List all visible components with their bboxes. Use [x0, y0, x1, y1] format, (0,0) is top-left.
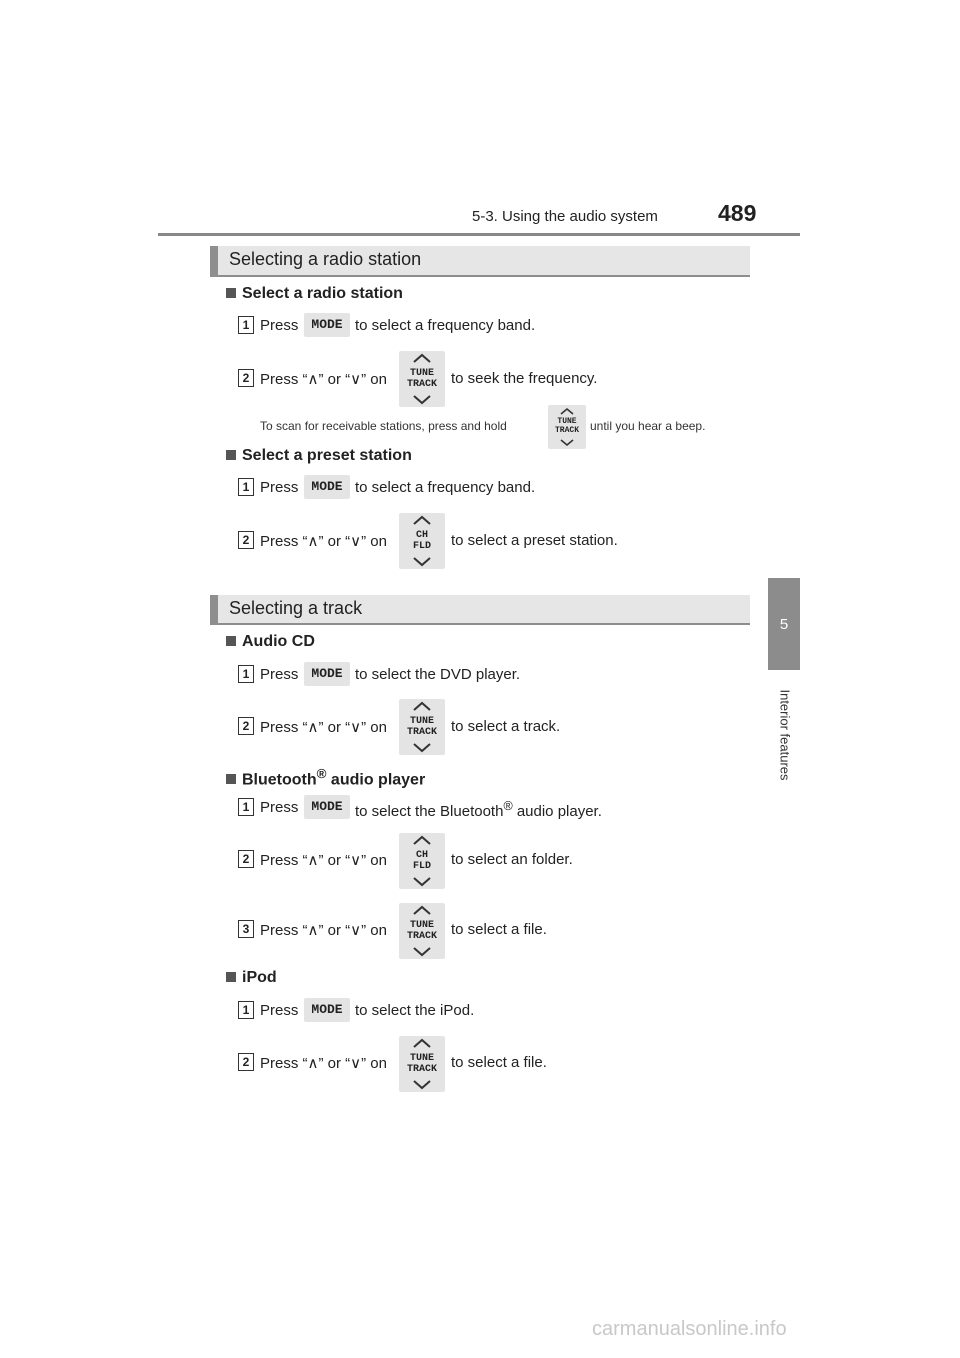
ch-fld-label: CH FLD [412, 530, 431, 552]
chapter-tab[interactable]: 5 [768, 578, 800, 670]
step-text: to seek the frequency. [451, 370, 598, 387]
tune-track-label: TUNE TRACK [406, 368, 437, 390]
subheading-select-preset [226, 447, 412, 465]
step-text: Press “∧” or “∨” on [260, 719, 387, 736]
mode-button-icon: MODE [304, 795, 350, 819]
registered-mark: ® [503, 799, 513, 813]
tune-track-rocker-icon [399, 1036, 445, 1092]
subheading-text: Bluetooth [242, 771, 317, 789]
step-number: 2 [238, 369, 254, 387]
step-number: 2 [238, 1053, 254, 1071]
ch-fld-rocker-icon [399, 513, 445, 569]
subheading-select-radio [226, 285, 403, 303]
step-number: 2 [238, 717, 254, 735]
note-text: until you hear a beep. [590, 419, 706, 433]
step-number: 1 [238, 1001, 254, 1019]
registered-mark: ® [316, 766, 327, 781]
note-text: To scan for receivable stations, press and hold [260, 419, 507, 433]
bullet-square-icon [226, 450, 236, 460]
step-text: to select a frequency band. [355, 317, 536, 334]
watermark: carmanualsonline.info [592, 1318, 787, 1340]
step-text: Press [260, 666, 299, 683]
chevron-up-icon [412, 905, 432, 915]
subheading-text: Audio CD [242, 633, 315, 650]
section-heading-track [210, 595, 750, 625]
step-text: Press [260, 799, 299, 816]
tune-track-label: TUNE TRACK [406, 1053, 437, 1075]
subheading-text: Select a preset station [242, 447, 412, 464]
mode-button-icon: MODE [304, 475, 350, 499]
step-text: to select the iPod. [355, 1002, 475, 1019]
step-text: Press “∧” or “∨” on [260, 922, 387, 939]
bullet-square-icon [226, 636, 236, 646]
step-text: Press “∧” or “∨” on [260, 371, 387, 388]
step-text: Press “∧” or “∨” on [260, 852, 387, 869]
bullet-square-icon [226, 288, 236, 298]
step-number: 2 [238, 850, 254, 868]
mode-button-icon: MODE [304, 998, 350, 1022]
page-number: 489 [718, 200, 757, 226]
chevron-down-icon [412, 947, 432, 957]
step-text: to select an folder. [451, 851, 573, 868]
chevron-up-icon [412, 515, 432, 525]
chevron-down-icon [412, 743, 432, 753]
section-title-track: Selecting a track [229, 598, 363, 618]
tune-track-label: TUNE TRACK [406, 920, 437, 942]
chevron-up-icon [412, 1038, 432, 1048]
step-text: Press “∧” or “∨” on [260, 533, 387, 550]
bullet-square-icon [226, 972, 236, 982]
mode-button-icon: MODE [304, 313, 350, 337]
subheading-ipod [226, 969, 277, 987]
chevron-down-icon [412, 1080, 432, 1090]
step-number: 1 [238, 665, 254, 683]
tune-track-rocker-icon [399, 699, 445, 755]
header-rule [158, 233, 800, 236]
step-text: Press “∧” or “∨” on [260, 1055, 387, 1072]
subheading-audio-cd [226, 633, 315, 651]
step-text: to select a file. [451, 921, 547, 938]
section-title-radio: Selecting a radio station [229, 249, 422, 269]
step-text: to select a track. [451, 718, 561, 735]
tune-track-rocker-icon [548, 405, 586, 449]
chapter-label-text: Interior features [777, 689, 793, 781]
chevron-up-icon [559, 407, 575, 415]
step-text: to select the Bluetooth® audio player. [355, 799, 602, 820]
tune-track-label: TUNE TRACK [554, 417, 579, 435]
step-text: Press [260, 1002, 299, 1019]
step-number: 1 [238, 478, 254, 496]
running-header-section: 5-3. Using the audio system [472, 208, 658, 225]
subheading-text: Select a radio station [242, 285, 403, 302]
mode-button-icon: MODE [304, 662, 350, 686]
step-text: Press [260, 479, 299, 496]
chevron-down-icon [412, 557, 432, 567]
step-text: to select a file. [451, 1054, 547, 1071]
chevron-down-icon [559, 439, 575, 447]
section-rule [210, 275, 750, 277]
step-number: 1 [238, 798, 254, 816]
step-number: 1 [238, 316, 254, 334]
chevron-up-icon [412, 701, 432, 711]
tune-track-rocker-icon [399, 903, 445, 959]
ch-fld-label: CH FLD [412, 850, 431, 872]
step-text: to select a preset station. [451, 532, 618, 549]
step-number: 2 [238, 531, 254, 549]
subheading-bluetooth [226, 766, 425, 789]
subheading-text: audio player [326, 771, 426, 789]
chevron-up-icon [412, 835, 432, 845]
chevron-down-icon [412, 395, 432, 405]
chevron-up-icon [412, 353, 432, 363]
section-heading-radio [210, 246, 750, 276]
tune-track-rocker-icon [399, 351, 445, 407]
step-text: to select a frequency band. [355, 479, 536, 496]
section-rule [210, 623, 750, 625]
step-text: Press [260, 317, 299, 334]
bullet-square-icon [226, 774, 236, 784]
subheading-text: iPod [242, 969, 277, 986]
ch-fld-rocker-icon [399, 833, 445, 889]
step-number: 3 [238, 920, 254, 938]
step-text: to select the DVD player. [355, 666, 521, 683]
chevron-down-icon [412, 877, 432, 887]
chapter-label [777, 680, 793, 790]
tune-track-label: TUNE TRACK [406, 716, 437, 738]
